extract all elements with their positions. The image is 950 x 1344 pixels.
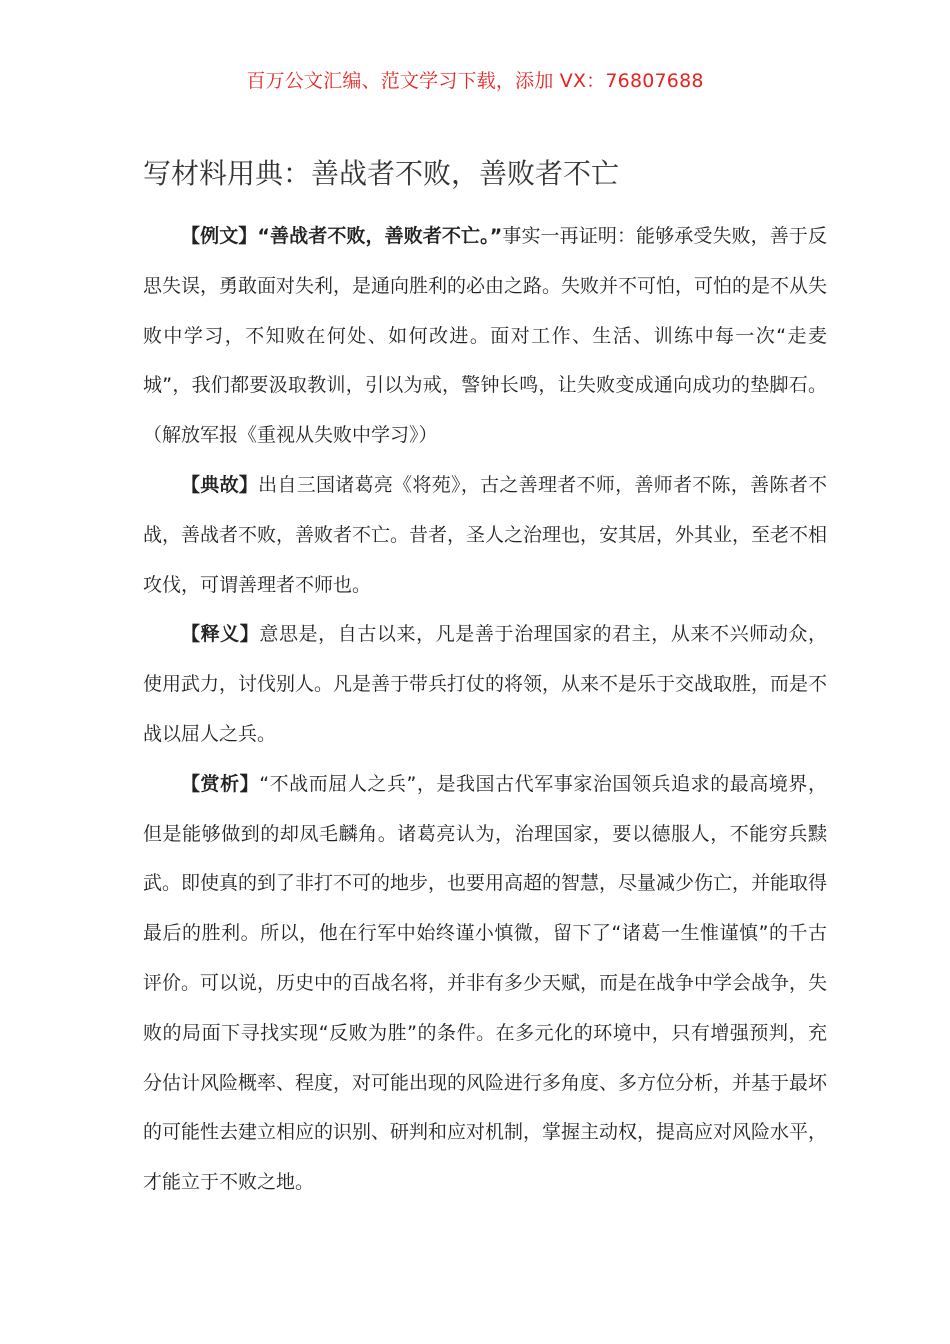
- allusion-text: 出自三国诸葛亮《将苑》，古之善理者不师，善师者不陈，善陈者不战，善战者不败，善败者不亡。昔者，圣人之治理也，安其居，外其业，至老不相攻伐，可谓善理者不师也。: [143, 473, 828, 596]
- paragraph-appreciation: [143, 760, 827, 1208]
- section-tag-example: 【例文】: [181, 225, 258, 247]
- section-tag-appreciation: 【赏析】: [181, 772, 260, 795]
- section-tag-allusion: 【典故】: [181, 473, 259, 496]
- section-tag-interpretation: 【释义】: [181, 623, 260, 646]
- paragraph-example: [143, 212, 827, 461]
- header-banner: 百万公文汇编、范文学习下载，添加 VX：76807688: [246, 70, 704, 92]
- paragraph-allusion: [143, 461, 827, 610]
- paragraph-interpretation: [143, 610, 827, 759]
- appreciation-text: “不战而屈人之兵”，是我国古代军事家治国领兵追求的最高境界，但是能够做到的却凤毛麟角。诸葛亮认为，治理国家，要以德服人，不能穷兵黩武。即使真的到了非打不可的地步，也要用高超的智慧，尽量减少伤亡，并能取得最后的胜利。所以，他在行军中始终谨小慎微，留下了“诸葛一生惟谨慎”的千古评价。可以说，历史中的百战名将，并非有多少天赋，而是在战争中学会战争，失败的局面下寻找实现“反败为胜”的条件。在多元化的环境中，只有增强预判，充分估计风险概率、程度，对可能出现的风险进行多角度、多方位分析，并基于最坏的可能性去建立相应的识别、研判和应对机制，掌握主动权，提高应对风险水平，才能立于不败之地。: [143, 772, 828, 1194]
- example-quote: “善战者不败，善败者不亡。”: [257, 225, 503, 247]
- page-title: 写材料用典：善战者不败，善败者不亡: [143, 157, 620, 190]
- document-body: [143, 212, 827, 1208]
- interpretation-text: 意思是，自古以来，凡是善于治理国家的君主，从来不兴师动众，使用武力，讨伐别人。凡是善于带兵打仗的将领，从来不是乐于交战取胜，而是不战以屈人之兵。: [143, 623, 828, 745]
- example-text: 事实一再证明：能够承受失败，善于反思失误，勇敢面对失利，是通向胜利的必由之路。失败并不可怕，可怕的是不从失败中学习，不知败在何处、如何改进。面对工作、生活、训练中每一次“走麦城”，我们都要汲取教训，引以为戒，警钟长鸣，让失败变成通向成功的垫脚石。（解放军报《重视从失败中学习》）: [143, 225, 828, 447]
